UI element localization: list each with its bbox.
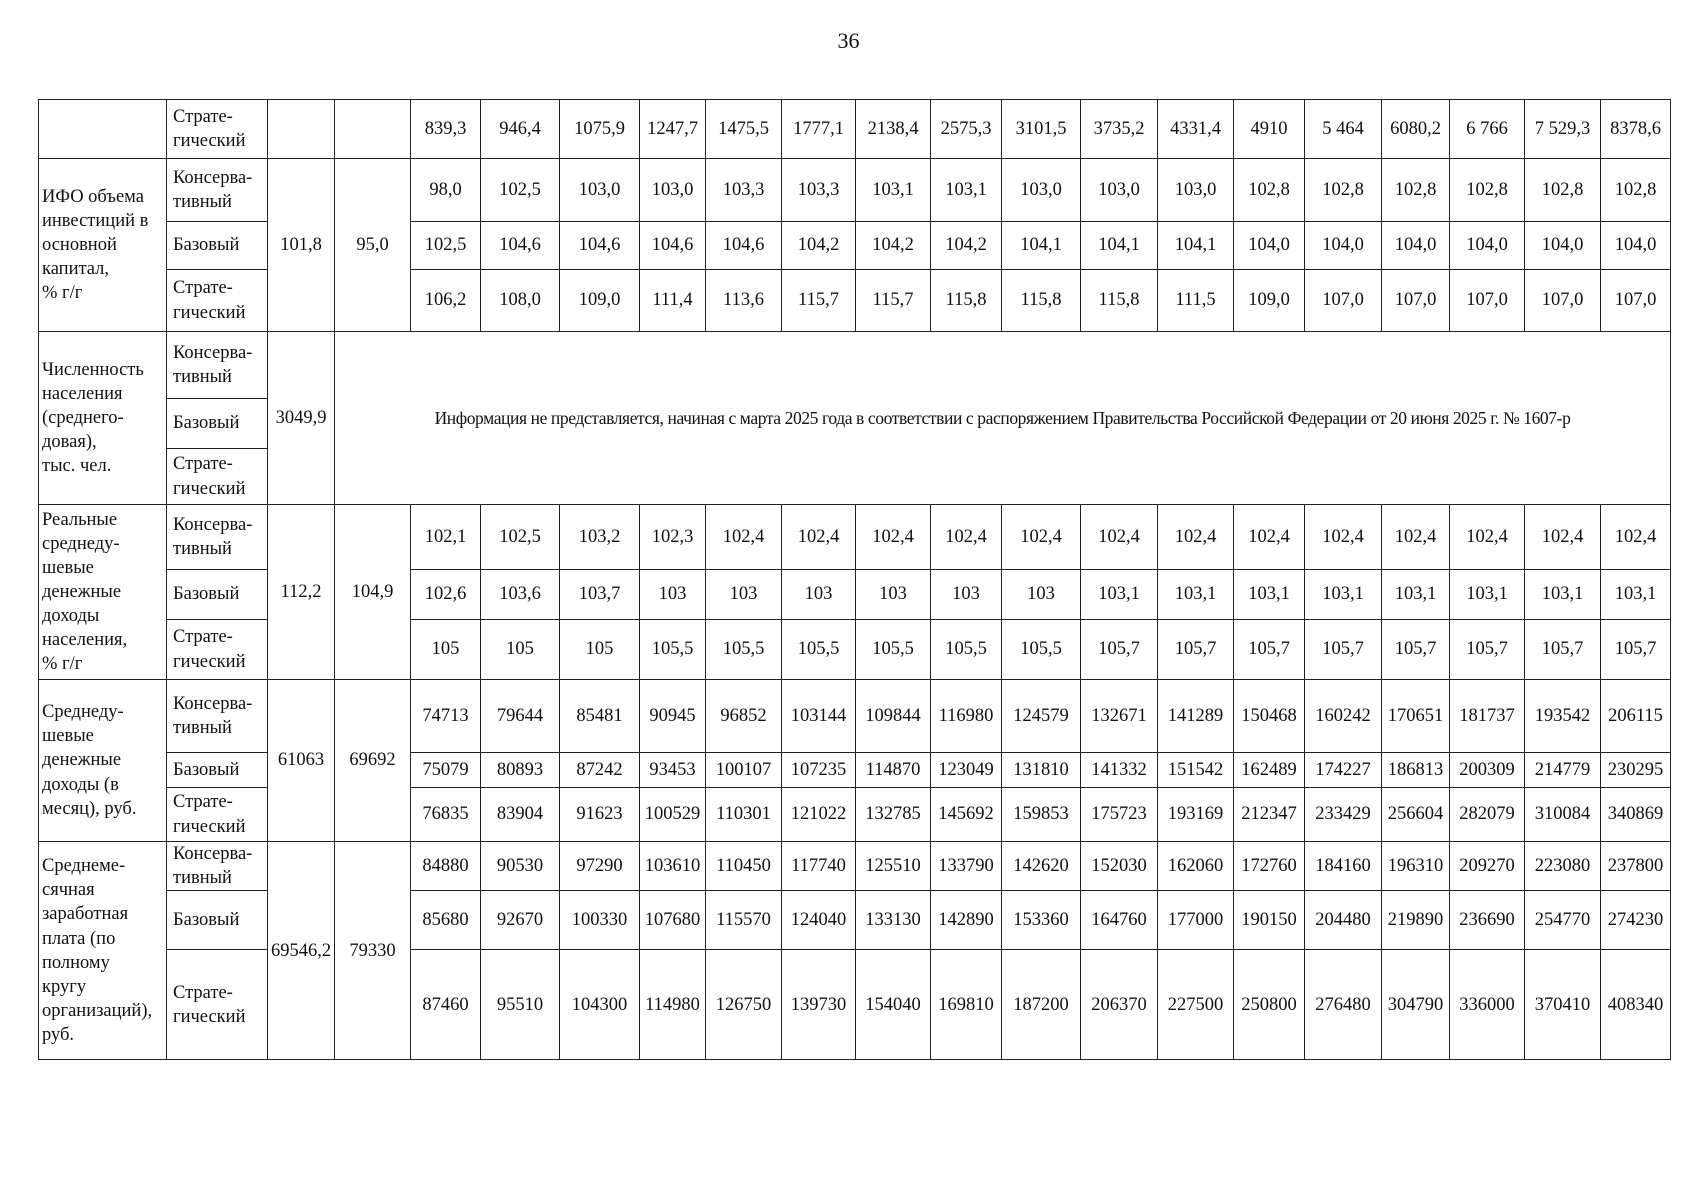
value-cell: 177000 (1158, 891, 1234, 950)
value-cell: 115570 (706, 891, 782, 950)
value-cell: 105,7 (1382, 620, 1450, 680)
value-cell: 236690 (1450, 891, 1525, 950)
value-cell: 4910 (1234, 100, 1305, 159)
value-cell: 96852 (706, 680, 782, 753)
value-cell: 74713 (411, 680, 481, 753)
value-cell: 3101,5 (1002, 100, 1081, 159)
value-cell: 105,7 (1305, 620, 1382, 680)
base-value-empty (335, 100, 411, 159)
scenario-label-conservative: Консерва- тивный (167, 505, 268, 570)
value-cell: 114980 (640, 950, 706, 1060)
value-cell: 105,7 (1525, 620, 1601, 680)
scenario-label-strategic: Страте- гический (167, 449, 268, 505)
value-cell: 105,7 (1158, 620, 1234, 680)
value-cell: 169810 (931, 950, 1002, 1060)
value-cell: 131810 (1002, 753, 1081, 788)
value-cell: 104,0 (1601, 222, 1671, 270)
value-cell: 103,1 (1525, 570, 1601, 620)
value-cell: 142620 (1002, 842, 1081, 891)
value-cell: 175723 (1081, 788, 1158, 842)
value-cell: 105,5 (640, 620, 706, 680)
value-cell: 109,0 (1234, 270, 1305, 332)
value-cell: 110450 (706, 842, 782, 891)
value-cell: 254770 (1525, 891, 1601, 950)
value-cell: 105,5 (856, 620, 931, 680)
value-cell: 103,1 (931, 159, 1002, 222)
value-cell: 85481 (560, 680, 640, 753)
value-cell: 95510 (481, 950, 560, 1060)
value-cell: 141289 (1158, 680, 1234, 753)
value-cell: 83904 (481, 788, 560, 842)
value-cell: 200309 (1450, 753, 1525, 788)
value-cell: 159853 (1002, 788, 1081, 842)
value-cell: 206115 (1601, 680, 1671, 753)
value-cell: 145692 (931, 788, 1002, 842)
value-cell: 162060 (1158, 842, 1234, 891)
value-cell: 104,0 (1450, 222, 1525, 270)
value-cell: 105 (411, 620, 481, 680)
value-cell: 117740 (782, 842, 856, 891)
value-cell: 107,0 (1305, 270, 1382, 332)
scenario-label-strategic: Страте- гический (167, 100, 268, 159)
value-cell: 212347 (1234, 788, 1305, 842)
value-cell: 184160 (1305, 842, 1382, 891)
value-cell: 139730 (782, 950, 856, 1060)
value-cell: 172760 (1234, 842, 1305, 891)
value-cell: 121022 (782, 788, 856, 842)
scenario-label-base: Базовый (167, 891, 268, 950)
value-cell: 103 (931, 570, 1002, 620)
value-cell: 102,4 (856, 505, 931, 570)
value-cell: 105,7 (1081, 620, 1158, 680)
value-cell: 2575,3 (931, 100, 1002, 159)
value-cell: 102,4 (706, 505, 782, 570)
value-cell: 946,4 (481, 100, 560, 159)
value-cell: 4331,4 (1158, 100, 1234, 159)
value-cell: 105,7 (1450, 620, 1525, 680)
value-cell: 103,1 (1234, 570, 1305, 620)
value-cell: 79644 (481, 680, 560, 753)
value-cell: 256604 (1382, 788, 1450, 842)
value-cell: 336000 (1450, 950, 1525, 1060)
value-cell: 7 529,3 (1525, 100, 1601, 159)
scenario-label-strategic: Страте- гический (167, 270, 268, 332)
value-cell: 107,0 (1601, 270, 1671, 332)
value-cell: 104,0 (1525, 222, 1601, 270)
value-cell: 190150 (1234, 891, 1305, 950)
scenario-label-base: Базовый (167, 399, 268, 449)
value-cell: 102,3 (640, 505, 706, 570)
value-cell: 125510 (856, 842, 931, 891)
value-cell: 237800 (1601, 842, 1671, 891)
value-cell: 230295 (1601, 753, 1671, 788)
value-cell: 206370 (1081, 950, 1158, 1060)
value-cell: 124040 (782, 891, 856, 950)
value-cell: 126750 (706, 950, 782, 1060)
value-cell: 160242 (1305, 680, 1382, 753)
value-cell: 103,0 (1081, 159, 1158, 222)
value-cell: 103,0 (1002, 159, 1081, 222)
value-cell: 102,4 (1305, 505, 1382, 570)
value-cell: 104,6 (706, 222, 782, 270)
value-cell: 105,7 (1601, 620, 1671, 680)
value-cell: 103144 (782, 680, 856, 753)
value-cell: 93453 (640, 753, 706, 788)
value-cell: 76835 (411, 788, 481, 842)
population-note: Информация не представляется, начиная с марта 2025 года в соответствии с распоряжением Правительства Российской Федерации от 20 июня 2025 г. № 1607-р (335, 332, 1671, 505)
value-cell: 90945 (640, 680, 706, 753)
value-cell: 132785 (856, 788, 931, 842)
scenario-label-base: Базовый (167, 753, 268, 788)
value-cell: 103,0 (1158, 159, 1234, 222)
base-year-value-2: 104,9 (335, 505, 411, 680)
value-cell: 103,1 (1601, 570, 1671, 620)
value-cell: 104,1 (1002, 222, 1081, 270)
value-cell: 209270 (1450, 842, 1525, 891)
value-cell: 102,4 (1601, 505, 1671, 570)
value-cell: 142890 (931, 891, 1002, 950)
value-cell: 310084 (1525, 788, 1601, 842)
value-cell: 174227 (1305, 753, 1382, 788)
value-cell: 85680 (411, 891, 481, 950)
value-cell: 193169 (1158, 788, 1234, 842)
value-cell: 103,0 (640, 159, 706, 222)
indicator-label-investment: ИФО объема инвестиций в основной капитал, % г/г (39, 159, 167, 332)
indicator-label-empty (39, 100, 167, 159)
value-cell: 214779 (1525, 753, 1601, 788)
value-cell: 233429 (1305, 788, 1382, 842)
value-cell: 100107 (706, 753, 782, 788)
value-cell: 104,0 (1382, 222, 1450, 270)
value-cell: 105,5 (931, 620, 1002, 680)
table-row (39, 842, 1671, 891)
value-cell: 90530 (481, 842, 560, 891)
value-cell: 103,3 (706, 159, 782, 222)
scenario-label-conservative: Консерва- тивный (167, 680, 268, 753)
value-cell: 92670 (481, 891, 560, 950)
value-cell: 97290 (560, 842, 640, 891)
value-cell: 104,6 (481, 222, 560, 270)
value-cell: 104,2 (856, 222, 931, 270)
value-cell: 124579 (1002, 680, 1081, 753)
indicator-label-real_income: Реальные среднеду- шевые денежные доходы населения, % г/г (39, 505, 167, 680)
value-cell: 114870 (856, 753, 931, 788)
value-cell: 3735,2 (1081, 100, 1158, 159)
value-cell: 103,1 (1081, 570, 1158, 620)
value-cell: 152030 (1081, 842, 1158, 891)
value-cell: 282079 (1450, 788, 1525, 842)
value-cell: 103 (706, 570, 782, 620)
value-cell: 187200 (1002, 950, 1081, 1060)
value-cell: 87460 (411, 950, 481, 1060)
value-cell: 100330 (560, 891, 640, 950)
value-cell: 8378,6 (1601, 100, 1671, 159)
value-cell: 102,8 (1305, 159, 1382, 222)
value-cell: 103 (1002, 570, 1081, 620)
value-cell: 102,8 (1234, 159, 1305, 222)
value-cell: 103,7 (560, 570, 640, 620)
value-cell: 102,4 (1234, 505, 1305, 570)
value-cell: 2138,4 (856, 100, 931, 159)
value-cell: 103,1 (1382, 570, 1450, 620)
value-cell: 103,1 (856, 159, 931, 222)
table-row (39, 159, 1671, 222)
value-cell: 839,3 (411, 100, 481, 159)
value-cell: 102,4 (1002, 505, 1081, 570)
indicator-label-income: Среднеду- шевые денежные доходы (в месяц), руб. (39, 680, 167, 842)
value-cell: 103,1 (1305, 570, 1382, 620)
value-cell: 104,2 (931, 222, 1002, 270)
value-cell: 105,5 (1002, 620, 1081, 680)
value-cell: 103,0 (560, 159, 640, 222)
value-cell: 115,8 (1002, 270, 1081, 332)
value-cell: 98,0 (411, 159, 481, 222)
value-cell: 1247,7 (640, 100, 706, 159)
value-cell: 102,5 (481, 505, 560, 570)
value-cell: 141332 (1081, 753, 1158, 788)
value-cell: 102,4 (1450, 505, 1525, 570)
value-cell: 104,6 (560, 222, 640, 270)
value-cell: 107,0 (1382, 270, 1450, 332)
value-cell: 105,7 (1234, 620, 1305, 680)
value-cell: 116980 (931, 680, 1002, 753)
value-cell: 107680 (640, 891, 706, 950)
value-cell: 102,4 (782, 505, 856, 570)
value-cell: 103,2 (560, 505, 640, 570)
base-year-value-1: 112,2 (268, 505, 335, 680)
value-cell: 104,2 (782, 222, 856, 270)
value-cell: 110301 (706, 788, 782, 842)
scenario-label-conservative: Консерва- тивный (167, 842, 268, 891)
table-row (39, 680, 1671, 753)
value-cell: 370410 (1525, 950, 1601, 1060)
value-cell: 103,1 (1450, 570, 1525, 620)
value-cell: 111,5 (1158, 270, 1234, 332)
value-cell: 1777,1 (782, 100, 856, 159)
value-cell: 193542 (1525, 680, 1601, 753)
value-cell: 133790 (931, 842, 1002, 891)
value-cell: 164760 (1081, 891, 1158, 950)
value-cell: 107,0 (1450, 270, 1525, 332)
value-cell: 103,6 (481, 570, 560, 620)
scenario-label-strategic: Страте- гический (167, 950, 268, 1060)
value-cell: 102,5 (411, 222, 481, 270)
value-cell: 6 766 (1450, 100, 1525, 159)
value-cell: 104,1 (1081, 222, 1158, 270)
value-cell: 102,1 (411, 505, 481, 570)
value-cell: 304790 (1382, 950, 1450, 1060)
base-year-value-1: 69546,2 (268, 842, 335, 1060)
value-cell: 196310 (1382, 842, 1450, 891)
value-cell: 115,7 (856, 270, 931, 332)
value-cell: 107,0 (1525, 270, 1601, 332)
base-year-value-1: 101,8 (268, 159, 335, 332)
scenario-label-conservative: Консерва- тивный (167, 159, 268, 222)
value-cell: 100529 (640, 788, 706, 842)
value-cell: 91623 (560, 788, 640, 842)
value-cell: 80893 (481, 753, 560, 788)
value-cell: 109844 (856, 680, 931, 753)
value-cell: 105 (481, 620, 560, 680)
value-cell: 181737 (1450, 680, 1525, 753)
value-cell: 102,8 (1525, 159, 1601, 222)
value-cell: 133130 (856, 891, 931, 950)
value-cell: 223080 (1525, 842, 1601, 891)
value-cell: 102,8 (1450, 159, 1525, 222)
value-cell: 102,6 (411, 570, 481, 620)
value-cell: 1075,9 (560, 100, 640, 159)
value-cell: 103,3 (782, 159, 856, 222)
value-cell: 106,2 (411, 270, 481, 332)
value-cell: 154040 (856, 950, 931, 1060)
base-year-value-1: 3049,9 (268, 332, 335, 505)
value-cell: 105 (560, 620, 640, 680)
value-cell: 115,8 (1081, 270, 1158, 332)
value-cell: 204480 (1305, 891, 1382, 950)
table-row (39, 100, 1671, 159)
value-cell: 6080,2 (1382, 100, 1450, 159)
value-cell: 186813 (1382, 753, 1450, 788)
value-cell: 113,6 (706, 270, 782, 332)
scenario-label-conservative: Консерва- тивный (167, 332, 268, 399)
value-cell: 274230 (1601, 891, 1671, 950)
value-cell: 104300 (560, 950, 640, 1060)
value-cell: 104,0 (1305, 222, 1382, 270)
value-cell: 87242 (560, 753, 640, 788)
value-cell: 103,1 (1158, 570, 1234, 620)
value-cell: 105,5 (706, 620, 782, 680)
scenario-label-strategic: Страте- гический (167, 620, 268, 680)
value-cell: 103610 (640, 842, 706, 891)
base-year-value-2: 95,0 (335, 159, 411, 332)
value-cell: 75079 (411, 753, 481, 788)
value-cell: 107235 (782, 753, 856, 788)
base-year-value-2: 79330 (335, 842, 411, 1060)
value-cell: 102,8 (1382, 159, 1450, 222)
page-number: 36 (837, 28, 860, 53)
indicator-label-salary: Среднеме- сячная заработная плата (по полному кругу организаций), руб. (39, 842, 167, 1060)
value-cell: 104,6 (640, 222, 706, 270)
value-cell: 153360 (1002, 891, 1081, 950)
value-cell: 132671 (1081, 680, 1158, 753)
value-cell: 5 464 (1305, 100, 1382, 159)
value-cell: 115,7 (782, 270, 856, 332)
value-cell: 111,4 (640, 270, 706, 332)
value-cell: 123049 (931, 753, 1002, 788)
value-cell: 102,4 (931, 505, 1002, 570)
value-cell: 102,4 (1382, 505, 1450, 570)
table-row (39, 505, 1671, 570)
value-cell: 1475,5 (706, 100, 782, 159)
value-cell: 408340 (1601, 950, 1671, 1060)
value-cell: 108,0 (481, 270, 560, 332)
value-cell: 109,0 (560, 270, 640, 332)
value-cell: 151542 (1158, 753, 1234, 788)
value-cell: 102,4 (1081, 505, 1158, 570)
value-cell: 103 (856, 570, 931, 620)
value-cell: 104,1 (1158, 222, 1234, 270)
base-value-empty (268, 100, 335, 159)
value-cell: 219890 (1382, 891, 1450, 950)
value-cell: 170651 (1382, 680, 1450, 753)
value-cell: 150468 (1234, 680, 1305, 753)
value-cell: 227500 (1158, 950, 1234, 1060)
value-cell: 102,4 (1158, 505, 1234, 570)
table-row (39, 332, 1671, 399)
value-cell: 103 (640, 570, 706, 620)
scenario-label-strategic: Страте- гический (167, 788, 268, 842)
value-cell: 102,5 (481, 159, 560, 222)
scenario-label-base: Базовый (167, 570, 268, 620)
value-cell: 105,5 (782, 620, 856, 680)
scenario-label-base: Базовый (167, 222, 268, 270)
base-year-value-2: 69692 (335, 680, 411, 842)
indicator-label-population: Численность населения (среднего- довая), тыс. чел. (39, 332, 167, 505)
base-year-value-1: 61063 (268, 680, 335, 842)
forecast-table (38, 99, 1671, 1060)
value-cell: 162489 (1234, 753, 1305, 788)
value-cell: 84880 (411, 842, 481, 891)
value-cell: 250800 (1234, 950, 1305, 1060)
value-cell: 115,8 (931, 270, 1002, 332)
value-cell: 102,4 (1525, 505, 1601, 570)
value-cell: 276480 (1305, 950, 1382, 1060)
value-cell: 104,0 (1234, 222, 1305, 270)
value-cell: 103 (782, 570, 856, 620)
value-cell: 340869 (1601, 788, 1671, 842)
value-cell: 102,8 (1601, 159, 1671, 222)
